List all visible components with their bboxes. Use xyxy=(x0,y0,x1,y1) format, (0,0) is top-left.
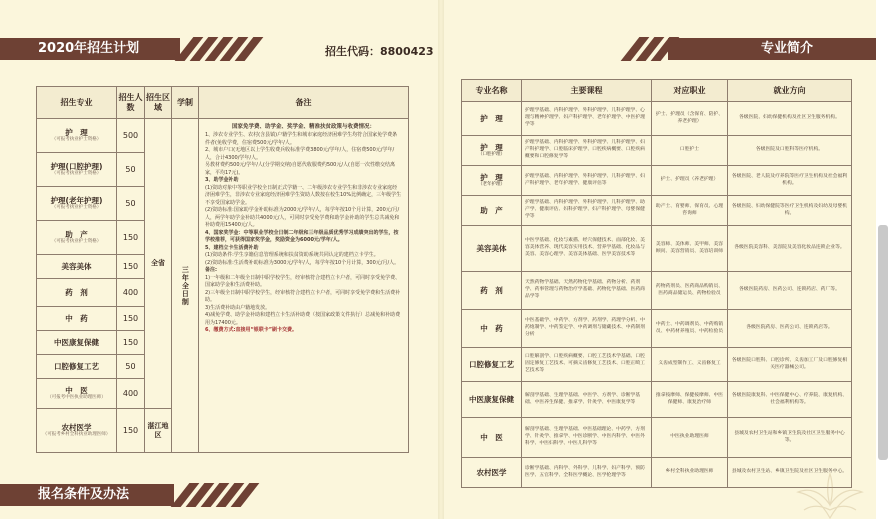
remark-line: 2)三年级全日制中职学校学生，经审核符合建档立卡户者，可同时享受免学费和生活费补助。 xyxy=(205,289,401,304)
major-name-cell xyxy=(462,196,522,226)
page-gutter xyxy=(438,0,444,519)
major-row xyxy=(462,136,852,166)
major-direction: 各级医院及口腔科等医疗机构。 xyxy=(728,136,852,166)
decorative-flower-icon xyxy=(790,470,870,519)
remarks-cell xyxy=(199,119,409,453)
major-direction: 县城及农村卫生站和乡镇卫生院及社区卫生服务中心等。 xyxy=(728,418,852,458)
program-cell: 护 理 （可报考执业护士资格） xyxy=(37,119,117,153)
major-name: 口腔修复工艺 xyxy=(469,359,514,369)
major-direction: 各级医院、妇幼保健机构及社区卫生服务机构。 xyxy=(728,102,852,136)
program-cell: 护理(口腔护理) （可报考执业护士资格） xyxy=(37,153,117,187)
major-name-cell xyxy=(462,272,522,310)
remark-line: 备注: xyxy=(205,267,217,274)
major-jobs: 口腔护士 xyxy=(652,136,728,166)
major-name-cell xyxy=(462,418,522,458)
major-courses: 护理学基础、内科护理学、外科护理学、儿科护理学、妇产科护理学、口腔临床护理学、口腔疾病概要、口腔疾病概要和口腔修复学等 xyxy=(522,136,652,166)
major-name-cell xyxy=(462,136,522,166)
banner-stripes-left xyxy=(184,37,254,61)
program-count: 150 xyxy=(117,255,145,279)
major-name: 中 医 xyxy=(480,432,503,442)
admission-plan-table xyxy=(36,86,409,453)
major-direction: 各级医院口腔科、口腔诊所、义齿加工厂及口腔修复相关医疗器械公司。 xyxy=(728,348,852,382)
remark-line: 5、建档立卡生活费补助 xyxy=(205,244,259,251)
header-major: 专业名称 xyxy=(462,80,522,102)
major-direction: 各级医院、老人院及疗养院等医疗卫生机构及社会福利机构。 xyxy=(728,166,852,196)
major-name-cell xyxy=(462,226,522,272)
major-jobs: 推拿按摩师、保健按摩师、中医保健师、康复治疗师 xyxy=(652,382,728,418)
major-jobs: 护士、护理员（养老护理） xyxy=(652,166,728,196)
requirements-title: 报名条件及办法 xyxy=(38,487,130,502)
major-courses: 诊断学基础、内科学、外科学、儿科学、妇产科学、预防医学、五官科学、全科医学概论、医学伦理学等 xyxy=(522,458,652,488)
major-courses: 护理学基础、内科护理学、外科护理学、儿科护理学、妇产科护理学、老年护理学、健康评估等 xyxy=(522,166,652,196)
region-special: 湛江地区 xyxy=(145,409,172,453)
major-name-cell xyxy=(462,348,522,382)
admission-plan-banner xyxy=(0,38,180,60)
major-direction: 县城及农村卫生站、乡镇卫生院及社区卫生服务中心。 xyxy=(728,458,852,488)
major-intro-table xyxy=(461,79,852,488)
major-name: 药 剂 xyxy=(480,285,503,295)
program-count: 150 xyxy=(117,221,145,255)
program-count: 400 xyxy=(117,279,145,307)
major-jobs: 义齿成型制作工、义齿修复工 xyxy=(652,348,728,382)
major-courses: 天然药物学基础、天然药物化学基础、药物分析、药剂学、药事管理与药物治疗学基础、药物化学基础、医药商品学等 xyxy=(522,272,652,310)
major-name-cell xyxy=(462,382,522,418)
header-remarks: 备注 xyxy=(199,87,409,119)
major-direction: 各级医院美容科、美容院及美容化妆品连锁企业等。 xyxy=(728,226,852,272)
enrollment-code: 招生代码：8800423 xyxy=(325,45,434,58)
major-jobs: 中医执业助理医师 xyxy=(652,418,728,458)
remark-line: 1)一年级和二年级全日制中职学校学生，经审核符合建档立卡户者，可同时享受免学费、国家助学金和生活费补助。 xyxy=(205,274,401,289)
major-jobs: 护士、护理员（含保育、陪护、养老护理） xyxy=(652,102,728,136)
program-cell: 药 剂 xyxy=(37,279,117,307)
remark-line: 2、城市户口(无地区以上学生收费兵收标准学费3800元/学年/人，住宿费500元/学年/人，合计4300/学年/人。 xyxy=(205,147,395,161)
remark-line: 4、国家奖学金：中等职业学校全日制二年级和三年级品质优秀学习成绩突出的学生，按学校推荐，可获得国家奖学金，奖励资金为6000元/学年/人。 xyxy=(205,229,399,244)
major-note: （老年护理） xyxy=(478,182,505,188)
major-name: 美容美体 xyxy=(476,243,507,253)
major-courses: 护理学基础、内科护理学、外科护理学、儿科护理学、助产学、健康评估、妇科护理学、妇产科护理学、母婴保健学等 xyxy=(522,196,652,226)
major-jobs: 中药士、中药调剂员、中药购销员、中药材养殖员、中药检验员 xyxy=(652,310,728,348)
vertical-scrollbar[interactable] xyxy=(878,225,888,460)
program-count: 50 xyxy=(117,153,145,187)
major-jobs: 美容师、美体师、美甲师、美容顾问、美容营销员、美容培训师 xyxy=(652,226,728,272)
major-direction: 各级医院康复科、中医保健中心、疗养院、康复机构、社会福利机构等。 xyxy=(728,382,852,418)
major-courses: 解剖学基础、生理学基础、中医基础理论、中药学、方剂学、针灸学、推拿学、中医诊断学、中医内科学、中医外科学、中医妇科学、中医儿科学等 xyxy=(522,418,652,458)
admission-plan-title: 2020年招生计划 xyxy=(38,41,140,56)
major-direction: 各级医院药房、医药公司、连锁药店、药厂等。 xyxy=(728,272,852,310)
header-region: 招生区域 xyxy=(145,87,172,119)
requirements-banner xyxy=(0,484,174,506)
header-direction: 就业方向 xyxy=(728,80,852,102)
remark-line: (2)资助标准:生活费补助标准为3000元/学年/人，每学年按10个月计算，300元/月/人。 xyxy=(205,259,400,266)
program-cell: 中 医 （可报考中医执业助理医师） xyxy=(37,379,117,409)
program-cell: 中 药 xyxy=(37,307,117,331)
major-note: （口腔护理） xyxy=(478,152,505,158)
major-row xyxy=(462,166,852,196)
major-name-cell xyxy=(462,166,522,196)
program-count: 50 xyxy=(117,355,145,379)
major-jobs: 乡村全科执业助理医师 xyxy=(652,458,728,488)
major-name: 护 理 xyxy=(480,172,503,182)
major-name: 护 理 xyxy=(480,113,503,123)
major-row xyxy=(462,196,852,226)
program-count: 500 xyxy=(117,119,145,153)
major-intro-banner xyxy=(668,38,876,60)
major-direction: 各级医院药房、医药公司、连锁药店等。 xyxy=(728,310,852,348)
major-name-cell xyxy=(462,458,522,488)
remark-line: (2)资助标准:国家助学金补助标准为2000元/学年/人，每学年按10个月计算，200元/月/人，两学年助学金补助共4000元/人，可同时享受免学费和助学金补助的学生总共减免和补助费用15400元/人。 xyxy=(205,207,400,229)
banner-stripes-right xyxy=(630,37,670,61)
header-program: 招生专业 xyxy=(37,87,117,119)
major-jobs: 助产士、育婴师、保育员、心理咨询师 xyxy=(652,196,728,226)
major-row xyxy=(462,418,852,458)
header-jobs: 对应职业 xyxy=(652,80,728,102)
remark-line: 1、涉农专业学生、农村(含县镇)户籍学生和城市家庭经济困难学生均符合国家免学费条件者(免收学费，住宿费500元/学年/人。 xyxy=(205,132,398,146)
program-cell: 中医康复保健 xyxy=(37,331,117,355)
major-courses: 口腔解剖学、口腔疾病概要、口腔工艺技术学基础、口腔固定修复工艺技术、可摘义齿修复工艺技术、口腔正畸工艺技术等 xyxy=(522,348,652,382)
remark-line: 国家免学费、助学金、奖学金、精准扶贫政策与收费情况： xyxy=(231,124,375,130)
major-row xyxy=(462,382,852,418)
major-name-cell xyxy=(462,102,522,136)
program-count: 50 xyxy=(117,187,145,221)
major-jobs: 药物药剂员、医药商品购销员、医药商品储运员、药物检验员 xyxy=(652,272,728,310)
major-courses: 中医基础学、中药学、方剂学、药剂学、药理学分析、中药炮制学、中药鉴定学、中药调剂与储藏技术、中药制剂分析 xyxy=(522,310,652,348)
banner-stripes-bottom xyxy=(180,483,250,507)
program-cell: 护理(老年护理) （可报考执业护士资格） xyxy=(37,187,117,221)
major-intro-title: 专业简介 xyxy=(760,41,813,56)
remark-line: 3、助学金补助 xyxy=(205,177,239,184)
remark-line: (1)资助对象中等职业学校全日制正式学籍一、二年级涉农专业学生和非涉农专业家庭经济困难学生，非涉农专业家庭经济困难学生资助人数按在校生10%比例确定，三年级学生不享受国家助学金。 xyxy=(205,184,402,206)
remark-line: 3)生活费补助由户籍地发放。 xyxy=(205,304,271,311)
program-cell: 美容美体 xyxy=(37,255,117,279)
major-name: 助 产 xyxy=(480,205,503,215)
program-cell: 农村医学 （可报考乡村全科执业助理医师） xyxy=(37,409,117,453)
program-count: 400 xyxy=(117,379,145,409)
major-row xyxy=(462,348,852,382)
program-count: 150 xyxy=(117,331,145,355)
schooling-cell: 三年全日制 xyxy=(172,119,199,453)
major-courses: 中医学基础、化妆与素描、经穴保健技术、面部化妆、美容美体营养、现代美容实用技术、营养学基础、化妆品与美容、美容心理学、美容美体基础、医学美容技术等 xyxy=(522,226,652,272)
remark-line: (1)资助条件:学生享籍信息管理系统和扶贫资助系统共同认定的建档立卡学生。 xyxy=(205,252,379,259)
major-name: 中 药 xyxy=(480,323,503,333)
major-row xyxy=(462,272,852,310)
major-row xyxy=(462,102,852,136)
remark-line: 另教材费约500元/学年/人(分学期交纳)自愿代收服费约500元/人(自愿一次性缴交结离家，平均17元)。 xyxy=(205,162,395,176)
major-row xyxy=(462,226,852,272)
program-count: 150 xyxy=(117,409,145,453)
region-main: 全省 xyxy=(145,119,172,409)
header-count: 招生人数 xyxy=(117,87,145,119)
major-courses: 解剖学基础、生理学基础、中医学、方剂学、诊断学基础、中医养生保健、推拿学、针灸学、中医康复学等 xyxy=(522,382,652,418)
program-count: 150 xyxy=(117,307,145,331)
major-name: 农村医学 xyxy=(476,467,507,477)
major-direction: 各级医院、妇幼保健院等医疗卫生机构及妇幼及母婴机构。 xyxy=(728,196,852,226)
major-name: 中医康复保健 xyxy=(469,394,514,404)
major-name-cell xyxy=(462,310,522,348)
major-row xyxy=(462,310,852,348)
remark-line: 6、缴费方式:直接用“银联卡”刷卡交费。 xyxy=(205,327,298,334)
program-cell: 口腔修复工艺 xyxy=(37,355,117,379)
header-schooling: 学制 xyxy=(172,87,199,119)
program-cell: 助 产 （可报考执业护士资格） xyxy=(37,221,117,255)
major-name: 护 理 xyxy=(480,142,503,152)
remark-line: 4)减免学费、助学金补助和建档立卡生活补助费（按国家政策文件执行）总减免和补助费用为17400元。 xyxy=(205,312,401,326)
major-courses: 护理学基础、内科护理学、外科护理学、儿科护理学、心理与精神护理学、妇产科护理学、老年护理学、中医护理学等 xyxy=(522,102,652,136)
header-courses: 主要课程 xyxy=(522,80,652,102)
